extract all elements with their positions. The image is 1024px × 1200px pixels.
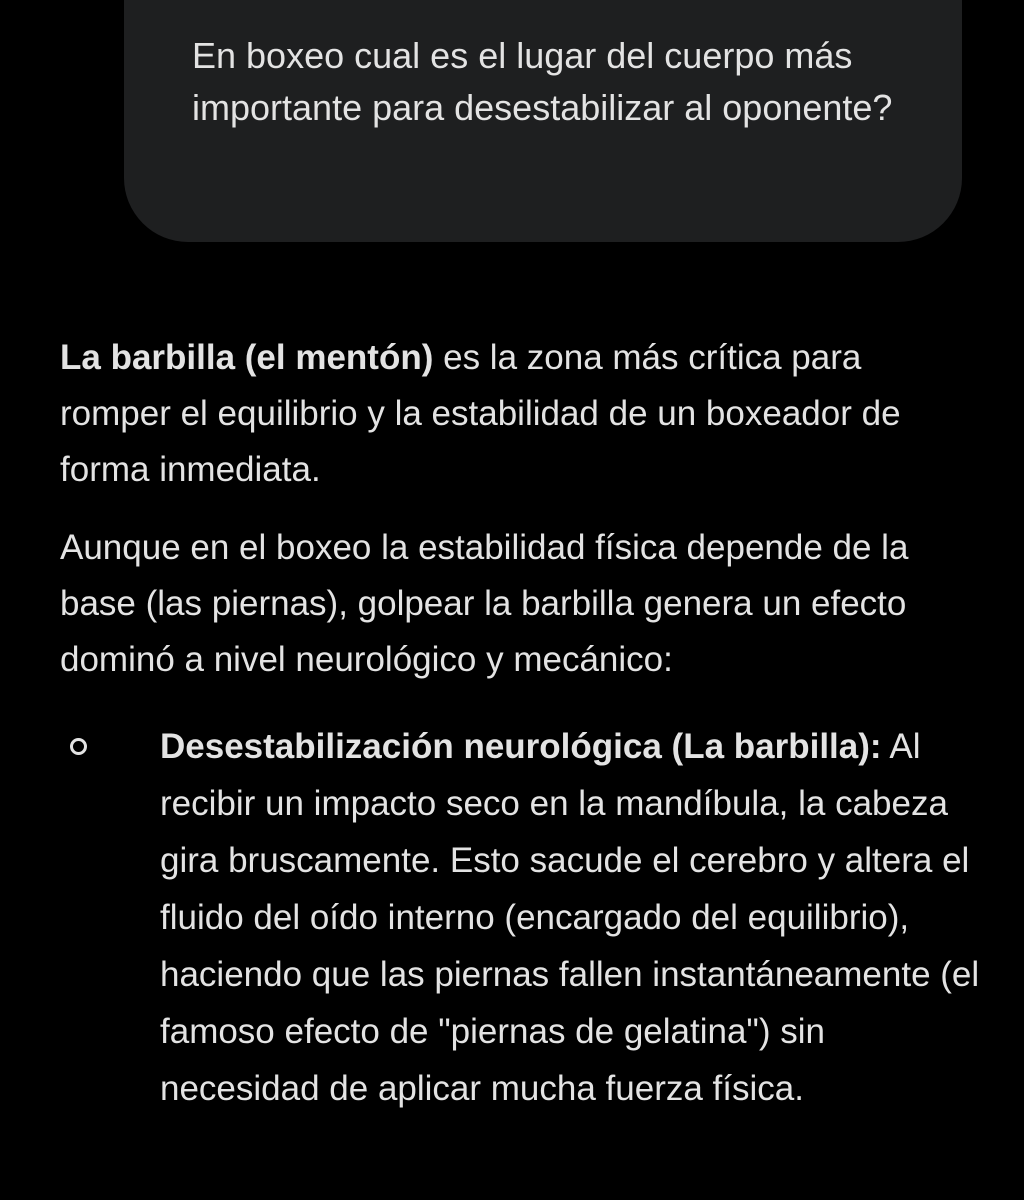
- response-highlight: La barbilla (el mentón): [60, 338, 434, 377]
- response-paragraph-1-text: es la zona más crítica para romper el equilibrio y la estabilidad de un boxeador de forma inmediata.: [60, 338, 901, 489]
- list-item-title: Desestabilización neurológica (La barbilla):: [160, 727, 882, 766]
- user-message-bubble: [124, 0, 962, 242]
- hollow-circle-bullet-icon: [70, 738, 87, 755]
- list-item: [60, 718, 980, 1117]
- list-item-body: Al recibir un impacto seco en la mandíbula, la cabeza gira bruscamente. Esto sacude el cerebro y altera el fluido del oído interno (encargado del equilibrio), haciendo que las piernas fallen instantáneamente (el famoso efecto de "piernas de gelatina") sin necesidad de aplicar mucha fuerza física.: [160, 727, 980, 1108]
- assistant-response: [60, 330, 980, 1117]
- response-paragraph-1: [60, 330, 980, 498]
- response-paragraph-2: Aunque en el boxeo la estabilidad física depende de la base (las piernas), golpear la barbilla genera un efecto dominó a nivel neurológico y mecánico:: [60, 528, 909, 679]
- user-message-text: En boxeo cual es el lugar del cuerpo más importante para desestabilizar al oponente?: [192, 35, 893, 128]
- list-item-text: [160, 718, 980, 1117]
